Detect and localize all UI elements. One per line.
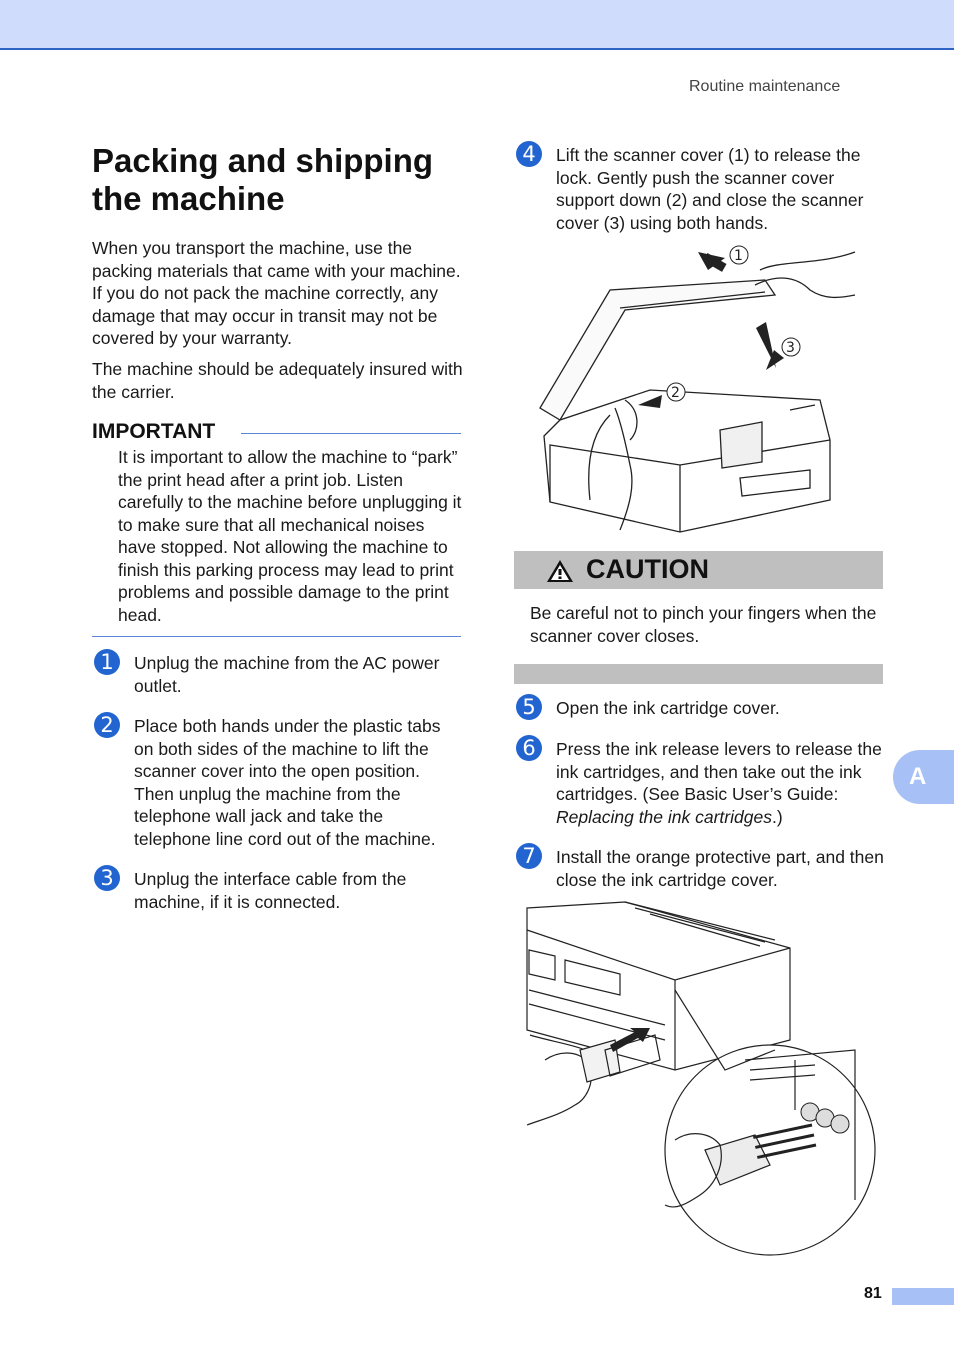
scanner-cover-illustration bbox=[530, 240, 870, 536]
callout-1: 1 bbox=[734, 248, 743, 264]
warning-triangle-icon bbox=[546, 559, 574, 583]
page-title: Packing and shipping the machine bbox=[92, 142, 434, 217]
step-text-4: Lift the scanner cover (1) to release the lock. Gently push the scanner cover support down (2) and close the scanner cover (3) using both hands. bbox=[556, 145, 864, 233]
important-text: It is important to allow the machine to “park” the print head after a print job. Listen carefully to the machine before unplugging it to make sure that all mechanical noises have stopped. Not allowing the machine to finish this parking process may lead to print problems and possible damage to the print head. bbox=[118, 447, 462, 625]
step-text-2: Place both hands under the plastic tabs on both sides of the machine to lift the scanner cover into the open position. Then unplug the machine from the telephone wall jack and take the telephone line cord out of the machine. bbox=[134, 716, 441, 849]
important-bottom-rule bbox=[92, 636, 461, 637]
callout-3: 3 bbox=[786, 340, 795, 356]
caution-end-bar bbox=[514, 664, 883, 684]
step-text-6 bbox=[556, 738, 886, 828]
header-band bbox=[0, 0, 954, 50]
step-text-5: Open the ink cartridge cover. bbox=[556, 698, 780, 718]
page-number: 81 bbox=[864, 1285, 882, 1302]
caution-bar bbox=[514, 551, 883, 589]
step-number-3: 3 bbox=[94, 865, 120, 891]
step-text-7: Install the orange protective part, and then close the ink cartridge cover. bbox=[556, 847, 884, 890]
step-number-1: 1 bbox=[94, 649, 120, 675]
ink-cartridge-illustration bbox=[525, 900, 880, 1260]
step-text-1: Unplug the machine from the AC power outlet. bbox=[134, 653, 440, 696]
step-number-4: 4 bbox=[516, 141, 542, 167]
intro-paragraph-2: The machine should be adequately insured with the carrier. bbox=[92, 359, 463, 402]
intro-paragraph-1: When you transport the machine, use the packing materials that came with your machine. If you do not pack the machine correctly, any damage that may occur in transit may not be covered by your warranty. bbox=[92, 238, 461, 348]
important-heading: IMPORTANT bbox=[92, 420, 216, 443]
step-number-2: 2 bbox=[94, 712, 120, 738]
callout-2: 2 bbox=[671, 385, 680, 401]
caution-text: Be careful not to pinch your fingers when the scanner cover closes. bbox=[530, 603, 877, 646]
step-number-6: 6 bbox=[516, 735, 542, 761]
footer-tab bbox=[892, 1288, 954, 1305]
step-number-7: 7 bbox=[516, 843, 542, 869]
caution-label: CAUTION bbox=[586, 554, 709, 584]
important-rule bbox=[241, 433, 461, 434]
step-number-5: 5 bbox=[516, 694, 542, 720]
running-head: Routine maintenance bbox=[689, 78, 841, 95]
appendix-tab: A bbox=[893, 750, 954, 804]
step-6-italic-reference: Replacing the ink cartridges bbox=[556, 806, 772, 827]
step-6-text-end: .) bbox=[771, 806, 783, 827]
step-6-text: Press the ink release levers to release the ink cartridges, and then take out the ink cartridges. (See Basic User’s Guide: bbox=[556, 739, 882, 804]
step-text-3: Unplug the interface cable from the machine, if it is connected. bbox=[134, 869, 407, 912]
